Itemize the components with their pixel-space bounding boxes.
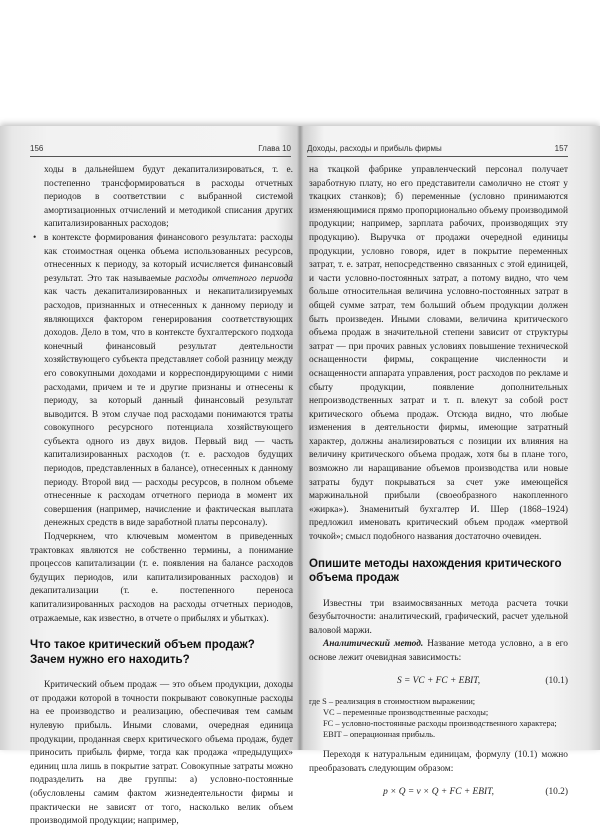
legend-line: EBIT – операционная прибыль. <box>323 730 436 740</box>
formula-10-1-expression: S = VC + FC + EBIT, <box>396 675 481 686</box>
right-paragraph-2: Известны три взаимосвязанных метода расчета точки безубыточности: аналитический, графический, расчет удельной валовой маржи. <box>309 598 568 636</box>
left-continued-paragraph: ходы в дальнейшем будут декапитализироваться, т. е. постепенно трансформироваться в расходы отчетных периодов в соответствии с выбранной системой амортизационных отчислений и методикой списания других капитализированных расходов; <box>44 165 293 230</box>
left-running-head: Глава 10 <box>258 144 291 153</box>
method-label: Аналитический метод. <box>323 639 424 650</box>
bullet-text-b: как часть декапитализированных и некапитализируемых расходов, признанных и отнесенных к данному периоду и являющихся фактором генерирования соответствующих доходов. Дело в том, что в контексте бухгалтерского подхода конечный финансовый результат деятельности хозяйствующего субъекта представляет собой разницу между его совокупными доходами и корреспондирующими с ними расходами, причем и те и другие признаны и отнесены к периоду, за который данный финансовый результат выводится. В этом случае под расходами понимаются траты совокупного ресурсного потенциала хозяйствующего субъекта одного из двух видов. Первый вид — часть капитализированных расходов (т. е. расходов будущих периодов, представленных в балансе), отнесенных к данному периоду. Второй вид — расходы ресурсов, в полном объеме отнесенные к расходам отчетного периода в момент их совершения (например, начисление и фактическая выплата денежных средств в виде заработной платы персоналу). <box>44 287 293 529</box>
method-paragraph <box>309 638 568 665</box>
right-paragraph-3: Переходя к натуральным единицам, формулу (10.1) можно преобразовать следующим образом: <box>309 750 568 774</box>
formula-legend <box>309 696 568 741</box>
right-running-header <box>307 144 568 157</box>
formula-10-2-expression: p × Q = v × Q + FC + EBIT, <box>383 786 494 797</box>
right-page-body <box>309 164 568 807</box>
right-page-number: 157 <box>554 144 568 153</box>
left-section-heading: Что такое критический объем продаж? Зачем нужно его находить? <box>30 638 255 666</box>
left-running-header <box>30 144 291 157</box>
legend-line: VC – переменные производственные расходы; <box>323 707 489 717</box>
bullet-dot: • <box>33 232 37 243</box>
left-bullet-item <box>30 232 293 531</box>
left-page <box>0 136 295 827</box>
right-continued-paragraph: на ткацкой фабрике управленческий персонал получает заработную плату, но его представители самолично не стоят у ткацких станков); б) переменные (условно принимаются изменяющимися прямо пропорционально объему производимой продукции; например, зарплата рабочих, производящих эту продукцию). Выручка от продажи очередной единицы продукции, условно говоря, идет в покрытие переменных затрат, т. е. затрат, непосредственно связанных с этой единицей, и части условно-постоянных затрат, а потому видно, что чем больше относительная величина условно-постоянных затрат в общей сумме затрат, тем больший объем продукции должен быть произведен. Иными словами, величина критического объема продаж в значительной степени зависит от структуры затрат — при прочих равных условиях повышение технической оснащенности фирмы, сокращение численности и оснащенности аппарата управления, рост расходов по рекламе и сбыту продукции, появление дополнительных непроизводственных затрат и т. п. влекут за собой рост критического объема продаж. Отсюда видно, что любые изменения в деятельности фирмы, имеющие затратный характер, должны анализироваться с позиции их влияния на величину критического объема продаж, хотя бы в плане того, возможно ли наращивание объемов производства или новые затраты будут покрываться за счет уже имеющейся маржинальной прибыли (своеобразного накопленного «жирка»). Знаменитый бухгалтер И. Шер (1868–1924) предложил именовать критический объем продаж «мертвой точкой»; смысл подобного названия достаточно очевиден. <box>309 165 568 543</box>
left-page-number: 156 <box>30 144 44 153</box>
bullet-emphasis: расходы отчетного периода <box>175 273 293 284</box>
right-running-head: Доходы, расходы и прибыль фирмы <box>307 144 442 153</box>
formula-10-1-number: (10.1) <box>545 675 568 686</box>
left-page-body <box>30 164 293 829</box>
bullet-text-a: в контексте формирования финансового результата: расходы как стоимостная оценка объема использованных ресурсов, отнесенных к периоду, за который исчисляется финансовый результат. Это так называемые <box>44 232 293 284</box>
formula-10-2-number: (10.2) <box>545 786 568 797</box>
formula-10-1 <box>309 673 568 689</box>
left-paragraph-3: Критический объем продаж — это объем продукции, доходы от продажи которой в точности покрывают совокупные расходы на ее производство и реализацию, обеспечивая тем самым нулевую прибыль. Иными словами, очередная единица продукции, проданная сверх критического объема продаж, будет приносить прибыль фирме, тогда как продажа «предыдущих» единиц шла лишь в покрытие затрат. Совокупные затраты можно подразделить на две группы: а) условно-постоянные (обусловлены самим фактом жизнедеятельности фирмы и практически не зависят от того, насколько велик объем производимой продукции; например, <box>30 680 293 827</box>
formula-10-2 <box>309 784 568 800</box>
method-text: Название метода условно, а в его основе лежит очевидная зависимость: <box>309 639 568 663</box>
left-paragraph-2: Подчеркнем, что ключевым моментом в приведенных трактовках являются не собственно термины, а понимание процессов капитализации (т. е. появления на балансе расходов будущих периодов, или капитализированных расходов) и декапитализации (т. е. постепенного переноса капитализированных расходов на расходы отчетных периодов, отражаемые, как известно, в отчете о прибылях и убытках). <box>30 532 293 624</box>
right-section-heading: Опишите методы нахождения критического объема продаж <box>309 556 562 585</box>
legend-line: FC – условно-постоянные расходы производственного характера; <box>323 719 557 728</box>
book-spread <box>0 126 600 827</box>
right-page <box>303 136 600 797</box>
legend-line: где S – реализация в стоимостном выражении; <box>309 696 476 706</box>
